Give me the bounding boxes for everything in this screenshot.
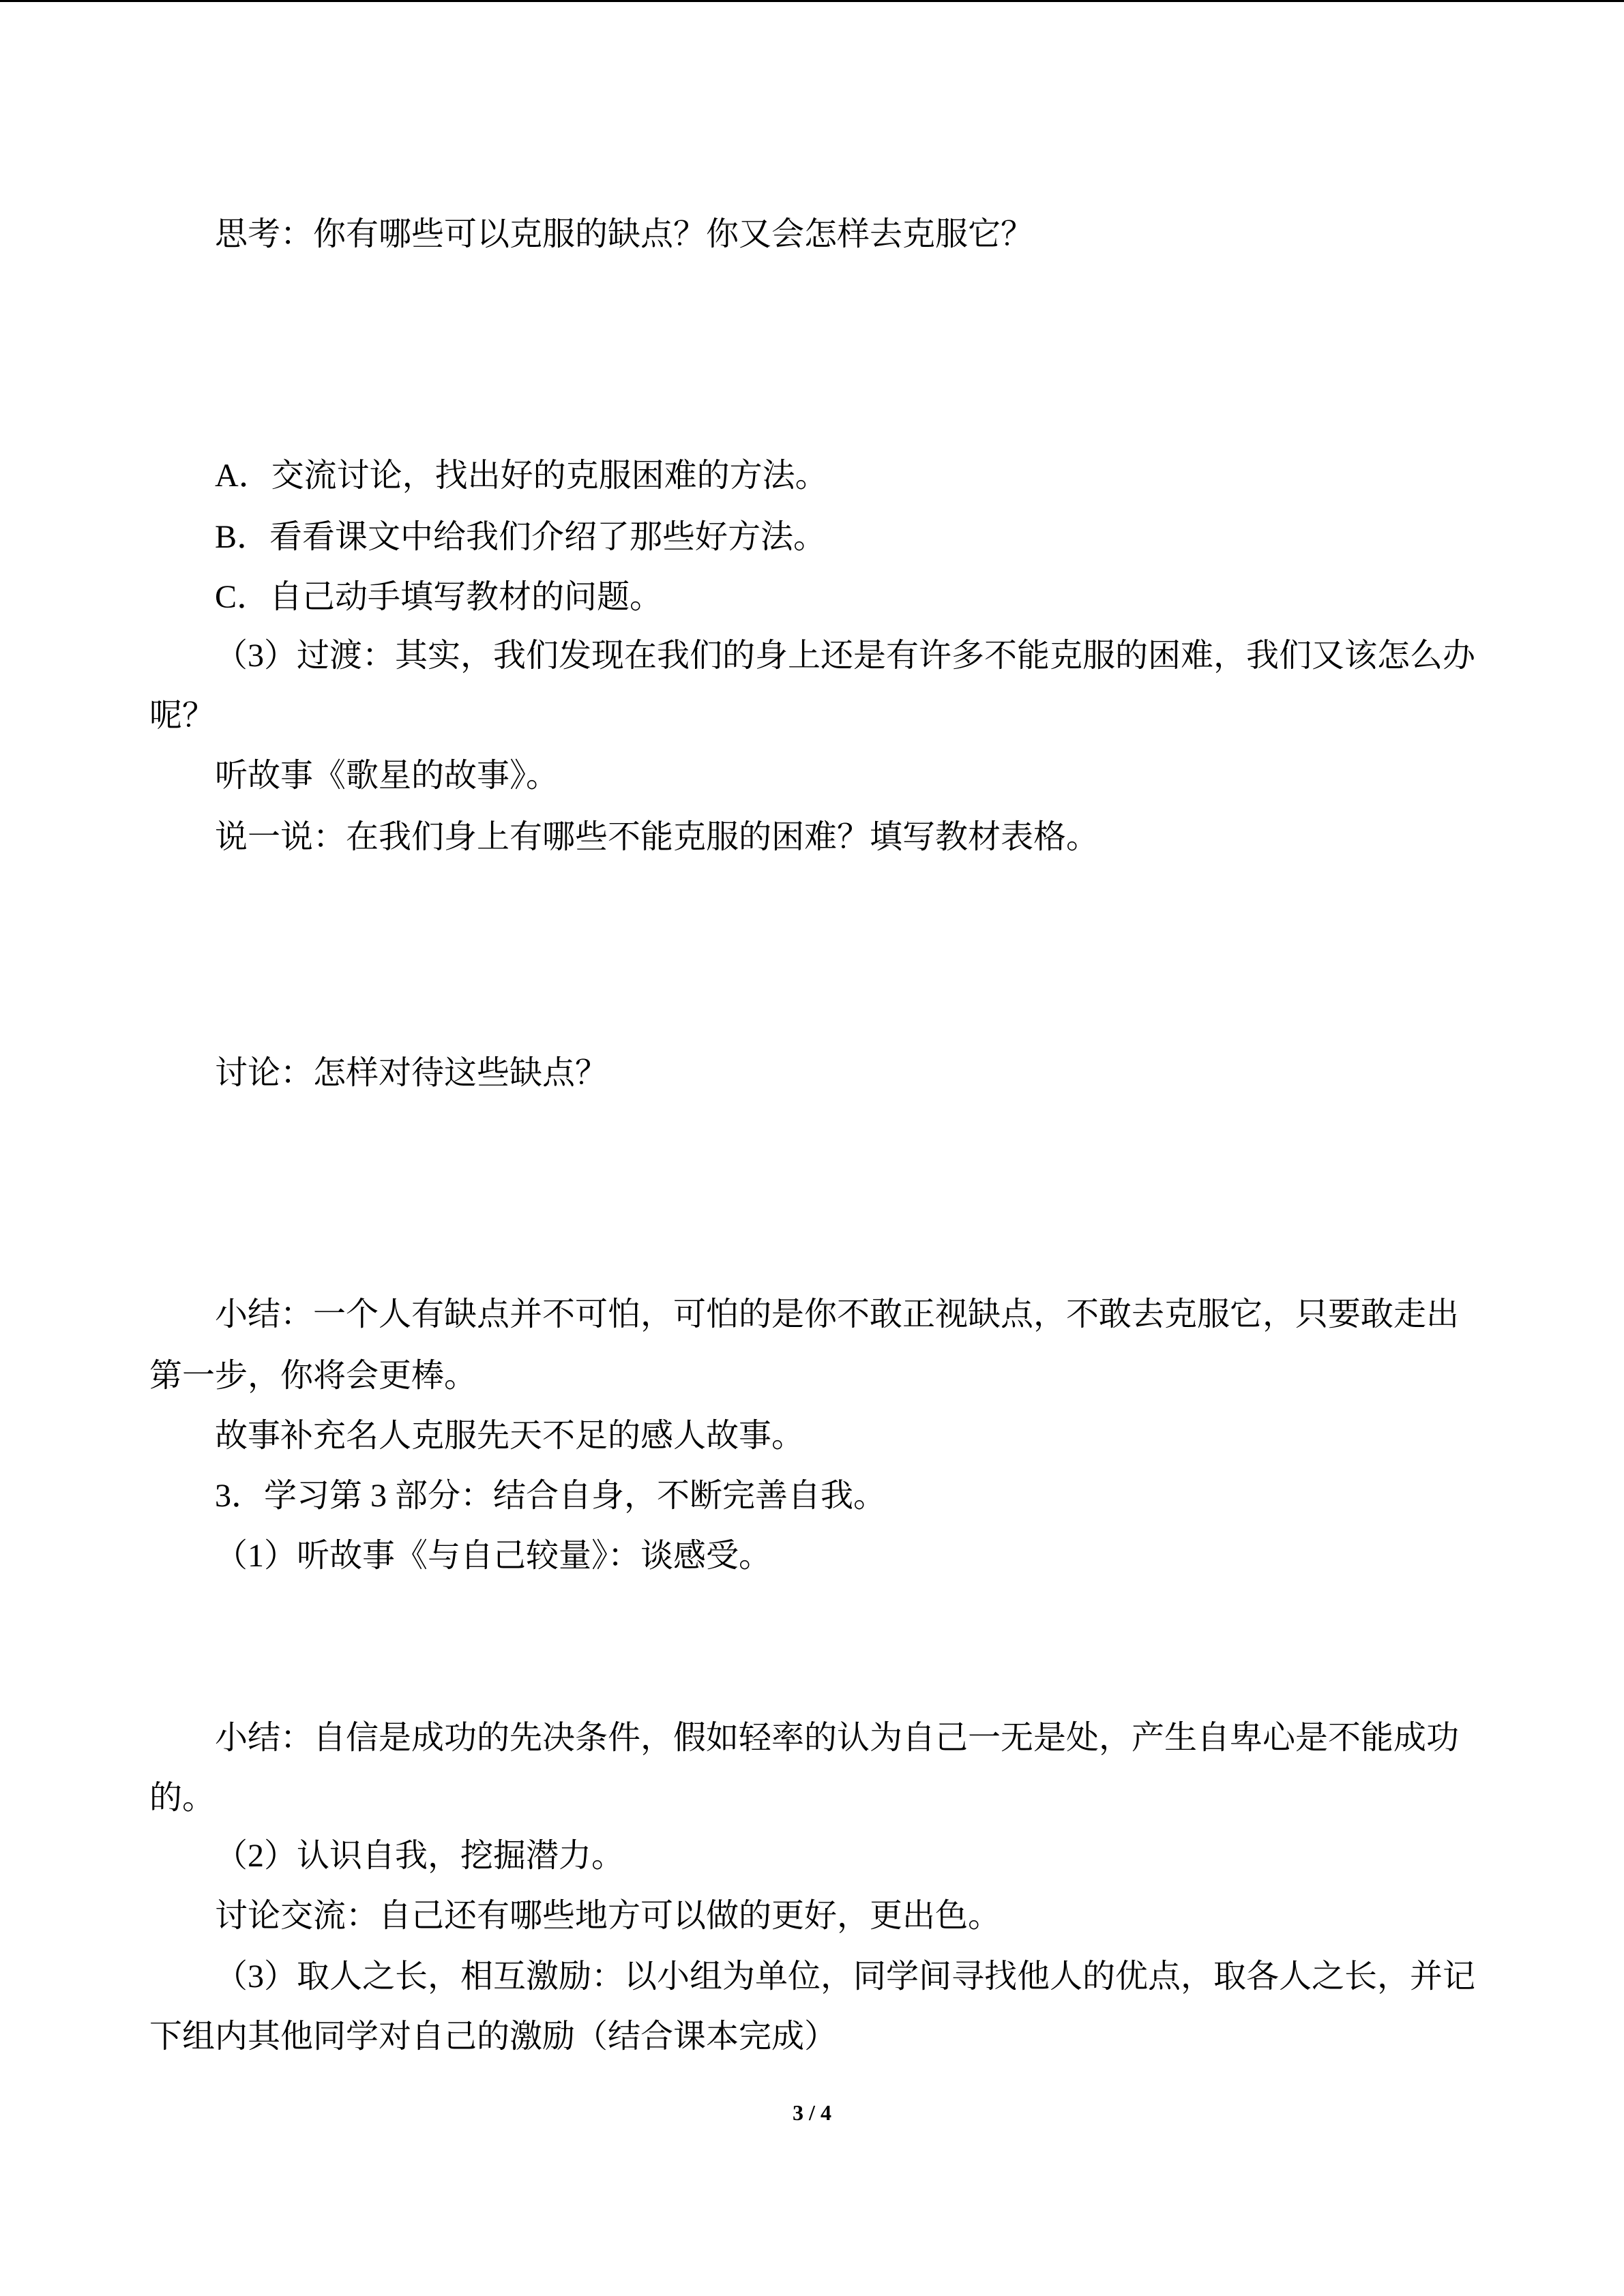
paragraph-line: （3）取人之长，相互激励：以小组为单位，同学间寻找他人的优点，取各人之长，并记 — [215, 1958, 1476, 1995]
paragraph-line: 讨论：怎样对待这些缺点？ — [215, 1055, 608, 1091]
paragraph-line: （2）认识自我，挖掘潜力。 — [215, 1838, 625, 1874]
paragraph-line: 思考：你有哪些可以克服的缺点？你又会怎样去克服它？ — [215, 216, 1034, 252]
paragraph-line: 小结：一个人有缺点并不可怕，可怕的是你不敢正视缺点，不敢去克服它，只要敢走出 — [215, 1296, 1460, 1332]
paragraph-line: 3．学习第 3 部分：结合自身，不断完善自我。 — [215, 1478, 887, 1514]
paragraph-line: 下组内其他同学对自己的激励（结合课本完成） — [149, 2018, 838, 2055]
paragraph-line: 说一说：在我们身上有哪些不能克服的困难？填写教材表格。 — [215, 819, 1099, 855]
paragraph-line: 小结：自信是成功的先决条件，假如轻率的认为自己一无是处，产生自卑心是不能成功 — [215, 1720, 1460, 1756]
paragraph-line: 第一步，你将会更棒。 — [149, 1358, 477, 1394]
paragraph-line: （3）过渡：其实，我们发现在我们的身上还是有许多不能克服的困难，我们又该怎么办 — [215, 638, 1476, 674]
paragraph-line: A．交流讨论，找出好的克服困难的方法。 — [215, 458, 828, 494]
paragraph-line: 呢？ — [149, 698, 216, 734]
page-top-border — [0, 0, 1624, 2]
paragraph-line: C．自己动手填写教材的问题。 — [215, 579, 663, 615]
paragraph-line: B．看看课文中给我们介绍了那些好方法。 — [215, 519, 827, 555]
page-number: 3 / 4 — [793, 2100, 831, 2125]
paragraph-line: （1）听故事《与自己较量》：谈感受。 — [215, 1538, 772, 1574]
paragraph-line: 的。 — [149, 1780, 216, 1816]
paragraph-line: 听故事《歌星的故事》。 — [215, 758, 559, 794]
paragraph-line: 讨论交流：自己还有哪些地方可以做的更好，更出色。 — [215, 1898, 1001, 1934]
paragraph-line: 故事补充名人克服先天不足的感人故事。 — [215, 1418, 805, 1454]
